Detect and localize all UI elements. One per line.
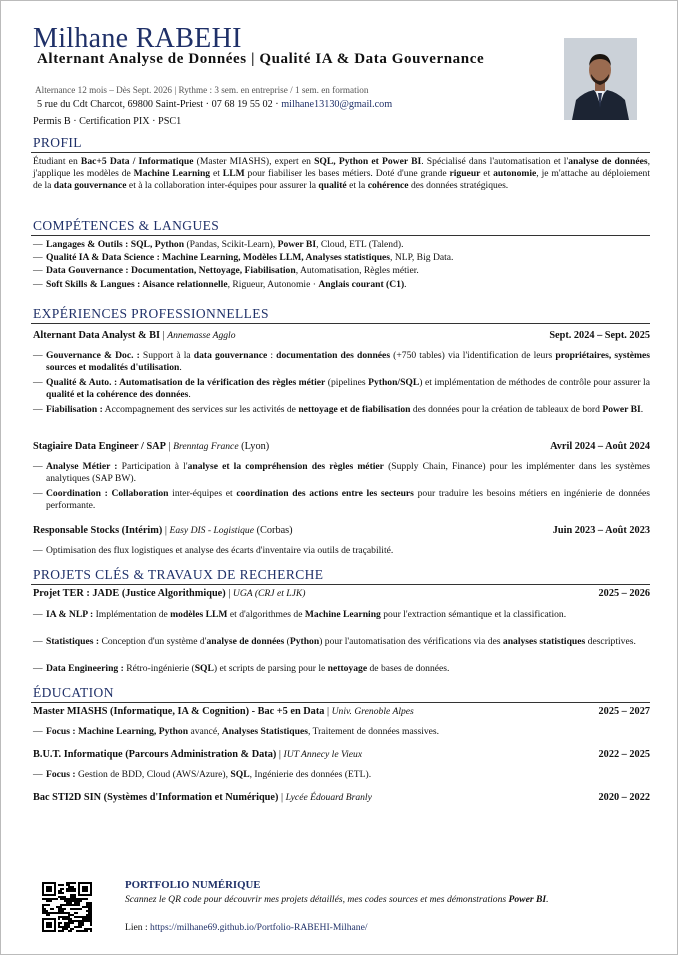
section-title-education: ÉDUCATION: [33, 685, 114, 700]
job-title: Alternant Analyse de Données | Qualité IA & Data Gouvernance: [37, 51, 485, 67]
education-date: 2022 – 2025: [598, 749, 650, 760]
job-date: Avril 2024 – Août 2024: [550, 441, 650, 452]
job-bullet: — Fiabilisation : Accompagnement des services sur les activités de nettoyage et de fiabilisation des données pour la création de tableaux de bord Power BI.: [33, 404, 644, 415]
section-title-experiences: EXPÉRIENCES PROFESSIONNELLES: [33, 306, 269, 321]
portfolio-description: Scannez le QR code pour découvrir mes projets détaillés, mes codes sources et mes démonstrations Power BI.: [125, 894, 549, 905]
qr-code-icon[interactable]: [42, 882, 92, 932]
phone: 07 68 19 55 02: [211, 99, 273, 110]
project-title: Projet TER : JADE (Justice Algorithmique): [33, 588, 226, 599]
portfolio-link[interactable]: Lien : https://milhane69.github.io/Portfolio-RABEHI-Milhane/: [125, 922, 368, 933]
project-bullet: — IA & NLP : Implémentation de modèles LLM et d'algorithmes de Machine Learning pour l'extraction sémantique et la classification.: [33, 609, 567, 620]
alternance-info: Alternance 12 mois – Dès Sept. 2026 | Rythme : 3 sem. en entreprise / 1 sem. en formation: [35, 85, 369, 95]
job-role: Alternant Data Analyst & BI: [33, 330, 160, 341]
job-bullet: — Gouvernance & Doc. : Support à la data gouvernance : documentation des données (+750 tables) via l'identification de leurs propriétaires, systèmes sources et modalités d'utilisation.: [33, 350, 651, 373]
education-date: 2025 – 2027: [598, 706, 650, 717]
section-rule: [31, 323, 650, 324]
section-title-competences: COMPÉTENCES & LANGUES: [33, 218, 220, 233]
school: Univ. Grenoble Alpes: [331, 706, 414, 717]
job-date: Juin 2023 – Août 2023: [552, 525, 650, 536]
portfolio-title: PORTFOLIO NUMÉRIQUE: [125, 879, 261, 891]
job-org: Annemasse Agglo: [167, 330, 236, 341]
email-link[interactable]: milhane13130@gmail.com: [281, 99, 393, 110]
candidate-name: Milhane RABEHI: [33, 23, 242, 54]
skill-item: — Qualité IA & Data Science : Machine Learning, Modèles LLM, Analyses statistiques, NLP, Big Data.: [33, 252, 454, 263]
job-bullet: — Analyse Métier : Participation à l'analyse et la compréhension des règles métier (Supply Chain, Finance) pour les implémenter dans les systèmes analytiques (SAP BW).: [33, 461, 651, 484]
portfolio-url[interactable]: https://milhane69.github.io/Portfolio-RABEHI-Milhane/: [150, 922, 368, 933]
job-role: Responsable Stocks (Intérim): [33, 525, 163, 536]
skill-item: — Soft Skills & Langues : Aisance relationnelle, Rigueur, Autonomie · Anglais courant (C1).: [33, 279, 407, 290]
section-rule: [31, 152, 650, 153]
education-focus: — Focus : Machine Learning, Python avancé, Analyses Statistiques, Traitement de données massives.: [33, 726, 440, 737]
school: Lycée Édouard Branly: [285, 792, 372, 803]
profil-text: Étudiant en Bac+5 Data / Informatique (Master MIASHS), expert en SQL, Python et Power BI. Spécialisé dans l'automatisation et l'analyse de données, j'applique les modèles de Machine Learning et LLM pour fiabiliser les bases métiers. Doté d'une grande rigueur et autonomie, je m'attache au déploiement de la data gouvernance et à la collaboration inter-équipes pour assurer la qualité et la cohérence des données stratégiques.: [33, 156, 651, 191]
project-bullet: — Statistiques : Conception d'un système d'analyse de données (Python) pour l'automatisation des vérifications via des analyses statistiques descriptives.: [33, 636, 636, 647]
project-date: 2025 – 2026: [598, 588, 650, 599]
school: IUT Annecy le Vieux: [283, 749, 363, 760]
degree: Master MIASHS (Informatique, IA & Cognition) - Bac +5 en Data: [33, 706, 325, 717]
job-date: Sept. 2024 – Sept. 2025: [549, 330, 650, 341]
project-org: UGA (CRJ et LJK): [232, 588, 306, 599]
section-rule: [31, 702, 650, 703]
section-rule: [31, 235, 650, 236]
degree: Bac STI2D SIN (Systèmes d'Information et Numérique): [33, 792, 279, 803]
job-role: Stagiaire Data Engineer / SAP: [33, 441, 166, 452]
job-bullet: — Coordination : Collaboration inter-équipes et coordination des actions entre les secteurs pour traduire les besoins métiers en ingénierie de données performante.: [33, 488, 651, 511]
address: 5 rue du Cdt Charcot, 69800 Saint-Priest: [37, 99, 204, 110]
education-date: 2020 – 2022: [598, 792, 650, 803]
job-org: Brenntag France: [173, 441, 239, 452]
project-bullet: — Data Engineering : Rétro-ingénierie (SQL) et scripts de parsing pour le nettoyage de bases de données.: [33, 663, 450, 674]
education-focus: — Focus : Gestion de BDD, Cloud (AWS/Azure), SQL, Ingénierie des données (ETL).: [33, 769, 372, 780]
job-org: Easy DIS - Logistique: [169, 525, 254, 536]
portrait-photo: [564, 38, 637, 120]
skill-item: — Data Gouvernance : Documentation, Nettoyage, Fiabilisation, Automatisation, Règles métier.: [33, 265, 419, 276]
certifications-line: Permis B · Certification PIX · PSC1: [33, 116, 182, 127]
degree: B.U.T. Informatique (Parcours Administration & Data): [33, 749, 277, 760]
section-rule: [31, 584, 650, 585]
job-bullet: — Optimisation des flux logistiques et analyse des écarts d'inventaire via outils de traçabilité.: [33, 545, 394, 556]
resume-page: Milhane RABEHI Alternant Analyse de Données | Qualité IA & Data Gouvernance Alternance 12 mois – Dès Sept. 2026 | Rythme : 3 sem. en entreprise / 1 sem. en formation 5 rue du Cdt Charcot, 69800 Saint-Priest · 07 68 19 55 02 · milhane13130@gmail.com Permis B · Certification PIX · PSC1 PROFIL Étudiant en Bac+5 Data / Informatique (Master MIASHS), expert en SQL, Python et Power BI. Spécialisé dans l'automatisation et l'analyse de données, j'applique les modèles de Machine Learning et LLM pour fiabiliser les bases métiers. Doté d'une grande rigueur et autonomie, je m'attache au déploiement de la data gouvernance et à la collaboration inter-équipes pour assurer la qualité et la cohérence des données stratégiques. COMPÉTENCES & LANGUES — Langages & Outils : SQL, Python (Pandas, Scikit-Learn), Power BI, Cloud, ETL (Talend). — Qualité IA & Data Science : Machine Learning, Modèles LLM, Analyses statistiques, NLP, Big Data. — Data Gouvernance : Documentation, Nettoyage, Fiabilisation, Automatisation, Règles métier. — Soft Skills & Langues : Aisance relationnelle, Rigueur, Autonomie · Anglais courant (C1). EXPÉRIENCES PROFESSIONNELLES Alternant Data Analyst & BI | Annemasse Agglo Sept. 2024 – Sept. 2025 — Gouvernance & Doc. : Support à la data gouvernance : documentation des données (+750 tables) via l'identification de leurs propriétaires, systèmes sources et modalités d'utilisation. — Qualité & Auto. : Automatisation de la vérification des règles métier (pipelines Python/SQL) et implémentation de méthodes de contrôle pour assurer la qualité et la cohérence des données. — Fiabilisation : Accompagnement des services sur les activités de nettoyage et de fiabilisation des données pour la création de tableaux de bord Power BI. Stagiaire Data Engineer / SAP | Brenntag France (Lyon) Avril 2024 – Août 2024 — Analyse Métier : Participation à l'analyse et la compréhension des règles métier (Supply Chain, Finance) pour les implémenter dans les systèmes analytiques (SAP BW). — Coordination : Collaboration inter-équipes et coordination des actions entre les secteurs pour traduire les besoins métiers en ingénierie de données performante. Responsable Stocks (Intérim) | Easy DIS - Logistique (Corbas) Juin 2023 – Août 2023 — Optimisation des flux logistiques et analyse des écarts d'inventaire via outils de traçabilité. PROJETS CLÉS & TRAVAUX DE RECHERCHE Projet TER : JADE (Justice Algorithmique) | UGA (CRJ et LJK) 2025 – 2026 — IA & NLP : Implémentation de modèles LLM et d'algorithmes de Machine Learning pour l'extraction sémantique et la classification. — Statistiques : Conception d'un système d'analyse de données (Python) pour l'automatisation des vérifications via des analyses statistiques descriptives. — Data Engineering : Rétro-ingénierie (SQL) et scripts de parsing pour le nettoyage de bases de données. ÉDUCATION Master MIASHS (Informatique, IA & Cognition) - Bac +5 en Data | Univ. Grenoble Alpes 2025 – 2027 — Focus : Machine Learning, Python avancé, Analyses Statistiques, Traitement de données massives. B.U.T. Informatique (Parcours Administration & Data) | IUT Annecy le Vieux 2022 – 2025 — Focus : Gestion de BDD, Cloud (AWS/Azure), SQL, Ingénierie des données (ETL). Bac STI2D SIN (Systèmes d'Information et Numérique) | Lycée Édouard Branly 2020 – 2022 PORTFOLIO NUMÉRIQUE Scannez le QR code pour découvrir mes projets détaillés, mes codes sources et mes démonstrations Power BI. Lien : https://milhane69.github.io/Portfolio-RABEHI-Milhane/: [0, 0, 678, 955]
skill-item: — Langages & Outils : SQL, Python (Pandas, Scikit-Learn), Power BI, Cloud, ETL (Talend).: [33, 239, 404, 250]
section-title-profil: PROFIL: [33, 135, 82, 150]
job-bullet: — Qualité & Auto. : Automatisation de la vérification des règles métier (pipelines Python/SQL) et implémentation de méthodes de contrôle pour assurer la qualité et la cohérence des données.: [33, 377, 650, 400]
section-title-projets: PROJETS CLÉS & TRAVAUX DE RECHERCHE: [33, 567, 324, 582]
contact-line: 5 rue du Cdt Charcot, 69800 Saint-Priest · 07 68 19 55 02 · milhane13130@gmail.com: [37, 99, 393, 110]
